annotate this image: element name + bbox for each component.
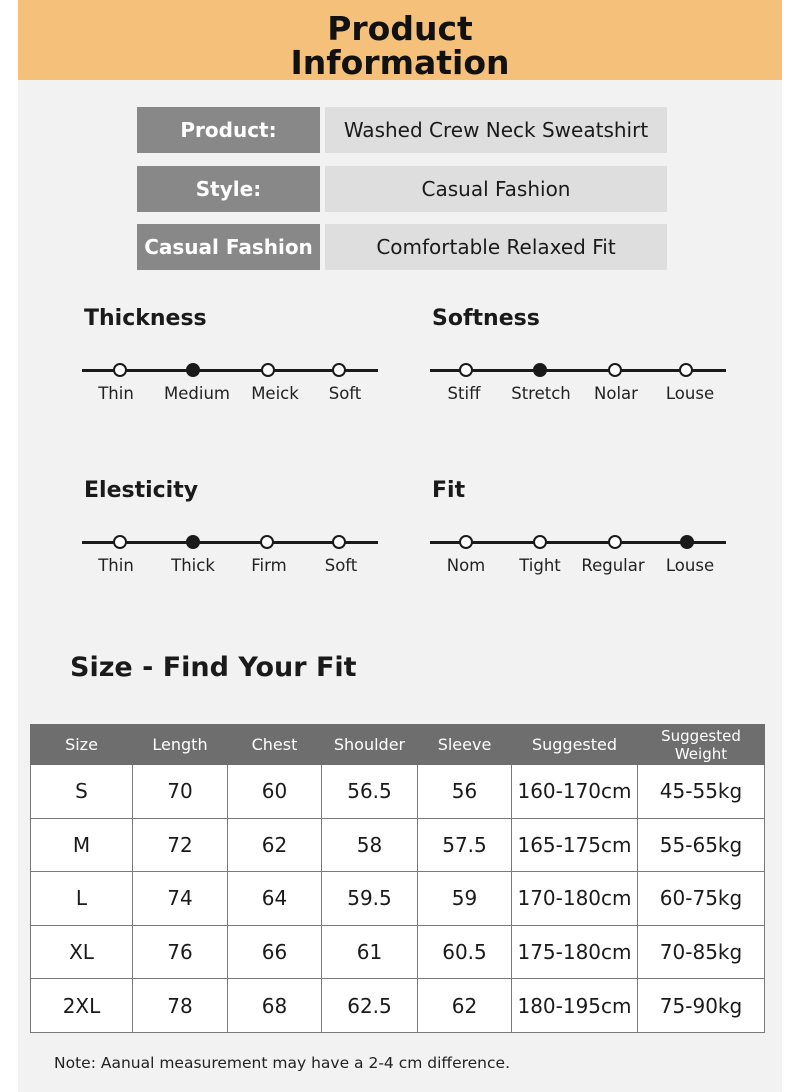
table-cell: 62	[418, 979, 512, 1033]
table-cell: 74	[133, 872, 228, 926]
page-title-line1: Product	[327, 9, 473, 48]
scale-option: Thin	[98, 556, 134, 575]
table-cell: M	[31, 818, 133, 872]
table-row	[31, 765, 765, 819]
info-label: Casual Fashion	[137, 224, 320, 270]
scale-title: Fit	[432, 478, 466, 503]
scale-softness	[430, 306, 730, 406]
page-title-line2: Information	[290, 43, 510, 82]
measurement-note: Note: Aanual measurement may have a 2-4 cm difference.	[54, 1054, 510, 1072]
column-header: Chest	[228, 725, 322, 765]
scale-dot	[608, 535, 622, 549]
table-cell: 61	[322, 925, 418, 979]
size-section-title: Size - Find Your Fit	[70, 652, 357, 683]
table-cell: 66	[228, 925, 322, 979]
table-cell: 60	[228, 765, 322, 819]
scale-dot	[680, 535, 694, 549]
column-header: Size	[31, 725, 133, 765]
scale-dot	[261, 363, 275, 377]
table-cell: 75-90kg	[638, 979, 765, 1033]
scale-elasticity	[82, 478, 382, 578]
table-cell: XL	[31, 925, 133, 979]
size-table	[30, 724, 765, 1033]
scale-dot	[459, 363, 473, 377]
table-cell: S	[31, 765, 133, 819]
scale-option: Firm	[251, 556, 287, 575]
table-cell: 62.5	[322, 979, 418, 1033]
table-cell: 59	[418, 872, 512, 926]
table-row	[31, 872, 765, 926]
product-info-sheet	[18, 0, 782, 1092]
scale-dot	[608, 363, 622, 377]
scale-title: Thickness	[84, 306, 207, 331]
table-cell: 45-55kg	[638, 765, 765, 819]
table-cell: 70-85kg	[638, 925, 765, 979]
table-row	[31, 979, 765, 1033]
scale-option: Meick	[251, 384, 299, 403]
table-row	[31, 818, 765, 872]
table-header-row	[31, 725, 765, 765]
table-cell: 59.5	[322, 872, 418, 926]
scale-option: Soft	[324, 556, 358, 575]
scale-option: Nom	[446, 556, 486, 575]
table-cell: 160-170cm	[512, 765, 638, 819]
scale-option: Stretch	[511, 384, 571, 403]
scale-title: Softness	[432, 306, 540, 331]
column-header: Suggested	[512, 725, 638, 765]
scale-option: Regular	[581, 556, 645, 575]
column-header: Length	[133, 725, 228, 765]
column-header: Shoulder	[322, 725, 418, 765]
scale-option: Tight	[519, 556, 561, 575]
table-cell: 2XL	[31, 979, 133, 1033]
scale-dot	[533, 363, 547, 377]
column-header: Suggested Weight	[638, 725, 765, 765]
table-cell: 70	[133, 765, 228, 819]
info-value: Casual Fashion	[325, 166, 667, 212]
scale-dot	[186, 363, 200, 377]
scale-option: Thin	[98, 384, 134, 403]
scale-dot	[113, 363, 127, 377]
table-cell: 64	[228, 872, 322, 926]
table-cell: 68	[228, 979, 322, 1033]
scale-fit	[430, 478, 730, 578]
table-cell: L	[31, 872, 133, 926]
scale-option: Medium	[164, 384, 230, 403]
info-label: Style:	[137, 166, 320, 212]
scale-option: Louse	[665, 556, 715, 575]
table-cell: 76	[133, 925, 228, 979]
table-cell: 165-175cm	[512, 818, 638, 872]
scale-option: Louse	[665, 384, 715, 403]
table-cell: 56	[418, 765, 512, 819]
scale-dot	[332, 363, 346, 377]
table-cell: 78	[133, 979, 228, 1033]
table-cell: 180-195cm	[512, 979, 638, 1033]
table-cell: 56.5	[322, 765, 418, 819]
scale-option: Thick	[171, 556, 215, 575]
table-cell: 60.5	[418, 925, 512, 979]
scale-thickness	[82, 306, 382, 406]
scale-title: Elesticity	[84, 478, 199, 503]
scale-option: Nolar	[594, 384, 638, 403]
table-cell: 57.5	[418, 818, 512, 872]
scale-dot	[459, 535, 473, 549]
column-header: Sleeve	[418, 725, 512, 765]
table-cell: 175-180cm	[512, 925, 638, 979]
info-value: Comfortable Relaxed Fit	[325, 224, 667, 270]
table-cell: 72	[133, 818, 228, 872]
scale-dot	[679, 363, 693, 377]
info-label: Product:	[137, 107, 320, 153]
table-cell: 55-65kg	[638, 818, 765, 872]
table-cell: 58	[322, 818, 418, 872]
scale-option: Soft	[328, 384, 362, 403]
info-value: Washed Crew Neck Sweatshirt	[325, 107, 667, 153]
scale-dot	[332, 535, 346, 549]
table-row	[31, 925, 765, 979]
scale-dot	[260, 535, 274, 549]
scale-dot	[533, 535, 547, 549]
table-cell: 170-180cm	[512, 872, 638, 926]
table-cell: 62	[228, 818, 322, 872]
table-cell: 60-75kg	[638, 872, 765, 926]
scale-dot	[113, 535, 127, 549]
scale-dot	[186, 535, 200, 549]
scale-option: Stiff	[447, 384, 481, 403]
header-banner	[18, 0, 782, 80]
